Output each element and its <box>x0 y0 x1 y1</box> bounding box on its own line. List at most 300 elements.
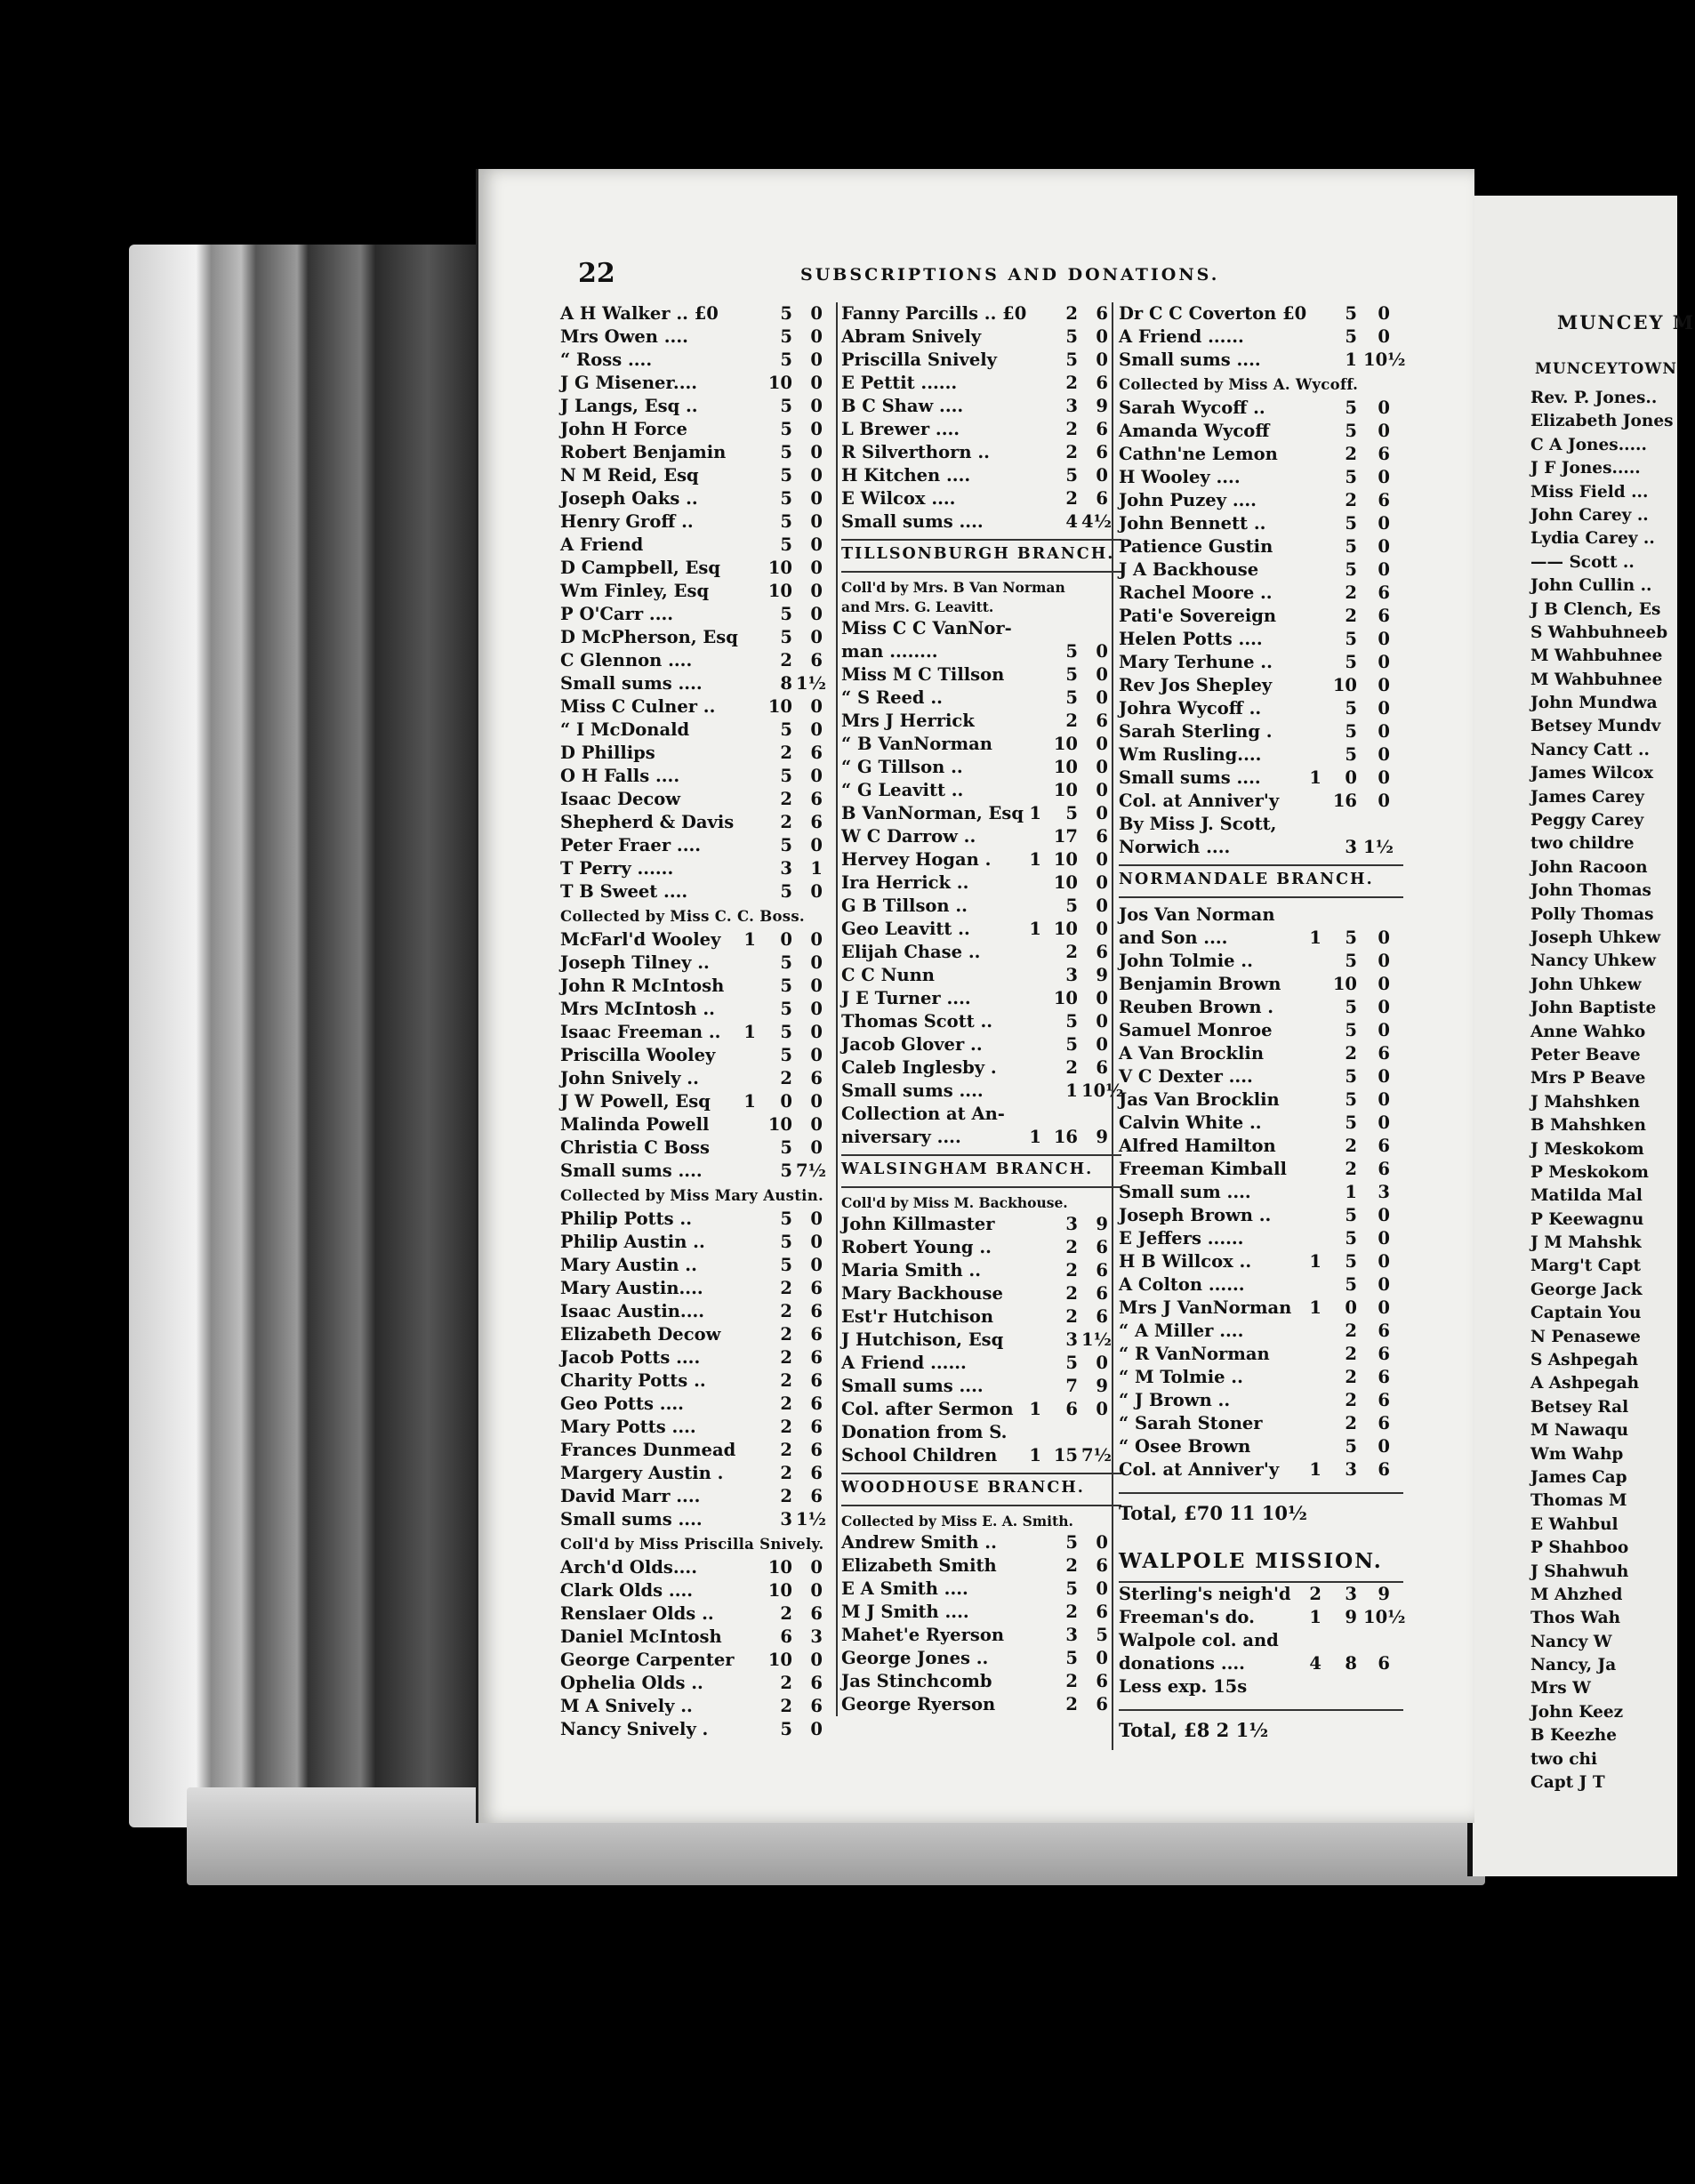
pence: 6 <box>1096 942 1108 962</box>
subscription-row <box>1119 1181 1403 1204</box>
shillings: 3 <box>1065 396 1078 416</box>
shillings: 5 <box>1345 303 1357 324</box>
pence: 0 <box>1378 698 1390 719</box>
subscriber-name: Robert Benjamin <box>560 442 727 462</box>
subscription-row <box>1119 1458 1403 1481</box>
shillings: 5 <box>1345 1251 1357 1272</box>
subscription-row <box>1119 489 1403 512</box>
subscriber-name: “ S Reed .. <box>841 687 943 708</box>
shillings: 5 <box>1065 1532 1078 1553</box>
subscription-row <box>841 325 1121 349</box>
subscriber-name: W C Darrow .. <box>841 826 976 847</box>
pounds: 1 <box>1029 1445 1041 1465</box>
shillings: 2 <box>780 1440 792 1460</box>
shillings: 5 <box>1065 1011 1078 1032</box>
subscriber-name: C Glennon .... <box>560 650 693 670</box>
pence: 3 <box>810 1626 823 1647</box>
shillings: 2 <box>1065 711 1078 731</box>
subscriber-name: “ Sarah Stoner <box>1119 1413 1263 1433</box>
pence: 0 <box>810 1580 823 1601</box>
pence: 1½ <box>1081 1329 1112 1350</box>
shillings: 0 <box>780 1091 792 1112</box>
subscription-row <box>560 880 836 903</box>
shillings: 8 <box>1345 1653 1357 1674</box>
subscriber-name: “ R VanNorman <box>1119 1344 1270 1364</box>
shillings: 5 <box>1345 652 1357 672</box>
shillings: 2 <box>1345 582 1357 603</box>
subscriber-name: C C Nunn <box>841 965 935 985</box>
pence: 0 <box>1378 974 1390 994</box>
shillings: 5 <box>1065 895 1078 916</box>
shillings: 5 <box>1345 1436 1357 1457</box>
subscription-row <box>841 1624 1121 1647</box>
subscriber-name: Mrs McIntosh .. <box>560 999 715 1019</box>
facing-page-line: Capt J T <box>1530 1773 1605 1793</box>
facing-page-line: P Meskokom <box>1530 1162 1649 1182</box>
facing-page-line: S Ashpegah <box>1530 1351 1639 1370</box>
subscription-row <box>1119 1065 1403 1088</box>
subscription-row <box>560 1160 836 1183</box>
pence: 0 <box>810 534 823 555</box>
pence: 0 <box>810 1232 823 1252</box>
subscriber-name: Caleb Inglesby . <box>841 1057 997 1078</box>
shillings: 5 <box>1345 1228 1357 1249</box>
pence: 0 <box>1378 513 1390 534</box>
total-line: Total, £8 2 1½ <box>1119 1709 1403 1750</box>
subscriber-name: Renslaer Olds .. <box>560 1603 714 1624</box>
subscription-row <box>560 1323 836 1346</box>
subscription-row <box>560 811 836 834</box>
subscriber-name: H Kitchen .... <box>841 465 971 486</box>
pence: 0 <box>810 1137 823 1158</box>
mission-heading: WALPOLE MISSION. <box>1119 1542 1403 1583</box>
shillings: 5 <box>1345 1205 1357 1225</box>
pence: 6 <box>810 1673 823 1693</box>
subscriber-name: J W Powell, Esq <box>560 1091 711 1112</box>
subscriber-name: Arch'd Olds.... <box>560 1557 698 1578</box>
subscriber-name: Small sums .... <box>841 1080 984 1101</box>
subscription-row <box>841 1375 1121 1398</box>
shillings: 4 <box>1065 511 1078 532</box>
shillings: 5 <box>780 999 792 1019</box>
pence: 7½ <box>796 1160 826 1181</box>
subscription-row <box>841 825 1121 848</box>
subscription-row <box>560 1462 836 1485</box>
subscription-row <box>560 1090 836 1113</box>
subscriber-name: Geo Potts .... <box>560 1393 684 1414</box>
subscriber-name: Pati'e Sovereign <box>1119 606 1277 626</box>
subscription-row <box>841 1398 1121 1421</box>
total-line: Total, £70 11 10½ <box>1119 1492 1403 1533</box>
shillings: 5 <box>1345 1274 1357 1295</box>
shillings: 5 <box>780 952 792 973</box>
subscriber-name: Small sums .... <box>841 1376 984 1396</box>
subscriber-name: A Friend <box>560 534 644 555</box>
subscriber-name: Norwich .... <box>1119 837 1231 857</box>
facing-page-line: Betsey Mundv <box>1530 717 1661 736</box>
facing-page-line: John Mundwa <box>1530 694 1658 713</box>
shillings: 2 <box>1065 488 1078 509</box>
facing-page-line: S Wahbuhneeb <box>1530 622 1668 642</box>
subscription-row <box>841 1329 1121 1352</box>
pence: 4½ <box>1081 511 1112 532</box>
subscription-row <box>841 487 1121 510</box>
shillings: 5 <box>1065 687 1078 708</box>
pence: 0 <box>810 929 823 950</box>
shillings: 2 <box>1065 442 1078 462</box>
facing-page-line: Peter Beave <box>1530 1045 1641 1064</box>
shillings: 10 <box>767 373 792 393</box>
subscriber-name: H Wooley .... <box>1119 467 1241 487</box>
facing-page-line: two childre <box>1530 834 1635 854</box>
subscriber-name: A Colton ...... <box>1119 1274 1245 1295</box>
shillings: 5 <box>1345 1066 1357 1087</box>
subscriber-name: Est'r Hutchison <box>841 1306 994 1327</box>
facing-page-subtitle: MUNCEYTOWN <box>1535 360 1677 378</box>
facing-page-line: Mrs W <box>1530 1679 1591 1698</box>
subscription-row <box>560 1485 836 1508</box>
shillings: 5 <box>1345 513 1357 534</box>
pence: 6 <box>1096 488 1108 509</box>
subscriber-name: “ Osee Brown <box>1119 1436 1251 1457</box>
facing-page-line: J F Jones..... <box>1530 459 1641 478</box>
pence: 0 <box>1378 1020 1390 1040</box>
facing-page-line: Thomas M <box>1530 1491 1627 1511</box>
pence: 6 <box>810 1301 823 1321</box>
pence: 0 <box>1378 559 1390 580</box>
shillings: 2 <box>780 1486 792 1506</box>
facing-page-line: M Ahzhed <box>1530 1585 1623 1604</box>
collector-subheading: Coll'd by Miss M. Backhouse. <box>841 1194 1068 1211</box>
subscription-row <box>560 441 836 464</box>
pence: 0 <box>810 1114 823 1135</box>
pence: 6 <box>1096 711 1108 731</box>
pence: 6 <box>1378 582 1390 603</box>
facing-page-line: James Carey <box>1530 787 1644 807</box>
subscription-row <box>560 1231 836 1254</box>
subscriber-name: Mary Potts .... <box>560 1417 696 1437</box>
pence: 0 <box>1378 536 1390 557</box>
subscriber-name: George Ryerson <box>841 1694 996 1714</box>
pence: 6 <box>1378 1159 1390 1179</box>
subscription-row <box>560 928 836 951</box>
subscriber-name: John Killmaster <box>841 1214 995 1234</box>
pence: 9 <box>1096 1127 1108 1147</box>
shillings: 6 <box>1065 1399 1078 1419</box>
pence: 6 <box>1378 1413 1390 1433</box>
subscriber-name: Col. at Anniver'y <box>1119 791 1280 811</box>
subscriber-name: Walpole col. and <box>1119 1630 1279 1650</box>
subscriber-name: Jas Stinchcomb <box>841 1671 992 1691</box>
collector-heading: Collected by Miss C. C. Boss. <box>560 908 805 925</box>
subscriber-name: “ J Brown .. <box>1119 1390 1231 1410</box>
shillings: 2 <box>1345 444 1357 464</box>
pence: 0 <box>1378 467 1390 487</box>
subscription-row <box>560 1136 836 1160</box>
subscription-row <box>560 834 836 857</box>
subscriber-name: John Tolmie .. <box>1119 951 1253 971</box>
shillings: 5 <box>1065 664 1078 685</box>
pounds: 1 <box>1029 849 1041 870</box>
facing-page-line: John Keez <box>1530 1702 1624 1722</box>
subscriber-name: T B Sweet .... <box>560 881 688 902</box>
pence: 6 <box>810 1370 823 1391</box>
subscriber-name: E A Smith .... <box>841 1578 968 1599</box>
subscriber-name: P O'Carr .... <box>560 604 674 624</box>
subscriber-name: Elizabeth Decow <box>560 1324 721 1345</box>
subscriber-name: Jos Van Norman <box>1119 904 1275 925</box>
facing-page-line: Rev. P. Jones.. <box>1530 389 1658 407</box>
pence: 0 <box>810 1208 823 1229</box>
subscriber-name: Patience Gustin <box>1119 536 1273 557</box>
pence: 6 <box>1378 444 1390 464</box>
subscription-row <box>1119 512 1403 535</box>
shillings: 5 <box>780 534 792 555</box>
subscription-row <box>1119 927 1403 950</box>
pence: 0 <box>810 999 823 1019</box>
subscriber-name: Clark Olds .... <box>560 1580 694 1601</box>
pence: 6 <box>1096 1306 1108 1327</box>
shillings: 5 <box>1345 1089 1357 1110</box>
subscription-row <box>841 733 1121 756</box>
subscriber-name: G B Tillson .. <box>841 895 968 916</box>
pence: 0 <box>1378 1066 1390 1087</box>
subscriber-name: “ A Miller .... <box>1119 1321 1244 1341</box>
shillings: 10 <box>767 558 792 578</box>
subscription-row <box>1119 443 1403 466</box>
subscription-row <box>841 1010 1121 1033</box>
subscription-row <box>1119 1629 1403 1652</box>
subscriber-name: Small sums .... <box>841 511 984 532</box>
facing-page-line: Thos Wah <box>1530 1609 1621 1628</box>
pence: 0 <box>810 1255 823 1275</box>
pence: 9 <box>1378 1584 1390 1604</box>
subscription-row <box>841 1080 1124 1103</box>
shillings: 3 <box>1065 1625 1078 1645</box>
pence: 3 <box>1378 1182 1390 1202</box>
pence: 6 <box>810 1068 823 1088</box>
shillings: 7 <box>1065 1376 1078 1396</box>
facing-page-line: J Shahwuh <box>1530 1562 1629 1581</box>
pence: 0 <box>1096 734 1108 754</box>
subscriber-name: Mary Terhune .. <box>1119 652 1273 672</box>
collector-subheading: Coll'd by Mrs. B Van Norman <box>841 579 1065 596</box>
page-header <box>569 258 1450 293</box>
pounds: 1 <box>1309 767 1321 788</box>
pounds: 1 <box>1309 1607 1321 1627</box>
branch-heading: WOODHOUSE BRANCH. <box>841 1473 1121 1506</box>
subscription-row <box>560 349 836 372</box>
shillings: 2 <box>1345 490 1357 510</box>
pence: 0 <box>810 349 823 370</box>
facing-page-line: Elizabeth Jones <box>1530 412 1674 431</box>
pence: 0 <box>1096 1578 1108 1599</box>
shillings: 2 <box>1345 1159 1357 1179</box>
subscription-row <box>841 372 1121 395</box>
subscriber-name: Priscilla Wooley <box>560 1045 716 1065</box>
facing-page-line: E Wahbul <box>1530 1514 1619 1534</box>
subscription-row <box>560 1021 836 1044</box>
facing-page-line: P Shahboo <box>1530 1538 1629 1558</box>
subscriber-name: Small sums .... <box>560 1160 703 1181</box>
subscription-row <box>1119 1366 1403 1389</box>
shillings: 10 <box>1053 988 1078 1008</box>
subscription-row <box>1119 397 1403 420</box>
subscriber-name: Helen Potts .... <box>1119 629 1263 649</box>
pence: 0 <box>810 465 823 486</box>
facing-page-line: Anne Wahko <box>1530 1022 1646 1041</box>
subscriber-name: J G Misener.... <box>560 373 698 393</box>
pence: 6 <box>1096 1283 1108 1304</box>
shillings: 5 <box>780 835 792 855</box>
subscriber-name: M J Smith .... <box>841 1602 969 1622</box>
subscriber-name: J A Backhouse <box>1119 559 1259 580</box>
subscription-row <box>1119 1250 1403 1273</box>
subscriber-name: George Jones .. <box>841 1648 989 1668</box>
subscriber-name: Elijah Chase .. <box>841 942 981 962</box>
shillings: 5 <box>1345 629 1357 649</box>
pence: 0 <box>1096 803 1108 823</box>
shillings: 2 <box>1065 942 1078 962</box>
shillings: 5 <box>1065 641 1078 662</box>
subscriber-name: Miss C Culner .. <box>560 696 716 717</box>
subscription-row <box>560 1718 836 1741</box>
facing-page-line: B Mahshken <box>1530 1116 1646 1136</box>
subscription-row <box>1119 302 1403 325</box>
subscriber-name: John R McIntosh <box>560 976 725 996</box>
subscription-row <box>1119 813 1403 836</box>
shillings: 16 <box>1332 791 1357 811</box>
shillings: 2 <box>1065 1283 1078 1304</box>
subscription-row <box>560 1695 836 1718</box>
subscription-row <box>1119 1675 1403 1698</box>
subscription-row <box>841 1601 1121 1624</box>
pence: 6 <box>810 1486 823 1506</box>
shillings: 3 <box>780 1509 792 1530</box>
shillings: 5 <box>780 442 792 462</box>
subscription-row <box>560 951 836 975</box>
shillings: 2 <box>780 812 792 832</box>
subscriber-name: Jas Van Brocklin <box>1119 1089 1280 1110</box>
pence: 0 <box>1096 1011 1108 1032</box>
subscription-row <box>841 987 1121 1010</box>
subscriber-name: Collection at An- <box>841 1104 1005 1124</box>
shillings: 2 <box>1065 1237 1078 1257</box>
shillings: 3 <box>1065 1214 1078 1234</box>
shillings: 5 <box>780 1719 792 1739</box>
subscriber-name: Shepherd & Davis <box>560 812 735 832</box>
subscription-row <box>1119 582 1403 605</box>
pence: 0 <box>1096 849 1108 870</box>
facing-page-line: Nancy Catt .. <box>1530 740 1650 759</box>
pence: 0 <box>1096 349 1108 370</box>
shillings: 15 <box>1053 1445 1078 1465</box>
pence: 0 <box>810 558 823 578</box>
facing-page-line: J Mahshken <box>1530 1092 1641 1112</box>
subscription-row <box>841 441 1121 464</box>
facing-page-line: J B Clench, Es <box>1530 599 1661 619</box>
subscriber-name: Sarah Wycoff .. <box>1119 397 1265 418</box>
subscription-row <box>560 1393 836 1416</box>
pounds: 1 <box>1309 1297 1321 1318</box>
pence: 0 <box>1378 997 1390 1017</box>
pounds: 1 <box>1029 1127 1041 1147</box>
shillings: 10 <box>767 581 792 601</box>
pence: 0 <box>1096 1399 1108 1419</box>
shillings: 5 <box>780 349 792 370</box>
shillings: 2 <box>780 1370 792 1391</box>
shillings: 2 <box>1345 1043 1357 1064</box>
shillings: 5 <box>1345 721 1357 742</box>
pence: 0 <box>810 511 823 532</box>
shillings: 2 <box>1345 1367 1357 1387</box>
subscriber-name: Fanny Parcills .. £0 <box>841 303 1027 324</box>
pence: 0 <box>810 835 823 855</box>
pence: 0 <box>810 1557 823 1578</box>
subscriber-name: Mary Austin.... <box>560 1278 703 1298</box>
shillings: 5 <box>1065 465 1078 486</box>
shillings: 5 <box>780 419 792 439</box>
shillings: 5 <box>780 1208 792 1229</box>
running-head: SUBSCRIPTIONS AND DONATIONS. <box>800 265 1220 285</box>
subscriber-name: Cathn'ne Lemon <box>1119 444 1278 464</box>
facing-page-line: Nancy, Ja <box>1530 1656 1617 1675</box>
subscriber-name: Malinda Powell <box>560 1114 710 1135</box>
facing-page-line: John Cullin .. <box>1530 576 1652 596</box>
subscription-row <box>560 626 836 649</box>
subscription-row <box>560 857 836 880</box>
shillings: 2 <box>1345 1136 1357 1156</box>
shillings: 2 <box>1345 1390 1357 1410</box>
subscriber-name: Mahet'e Ryerson <box>841 1625 1005 1645</box>
pounds: 1 <box>1029 1399 1041 1419</box>
pence: 0 <box>1378 1112 1390 1133</box>
pence: 0 <box>1096 664 1108 685</box>
subscription-row <box>1119 1412 1403 1435</box>
subscriber-name: O H Falls .... <box>560 766 680 786</box>
subscription-row <box>841 1693 1121 1716</box>
shillings: 2 <box>1345 1344 1357 1364</box>
subscription-row <box>560 1439 836 1462</box>
subscriber-name: Donation from S. <box>841 1422 1008 1442</box>
pence: 7½ <box>1081 1445 1112 1465</box>
shillings: 5 <box>1065 326 1078 347</box>
subscriber-name: Wm Rusling.... <box>1119 744 1262 765</box>
subscription-row <box>560 395 836 418</box>
shillings: 5 <box>1345 536 1357 557</box>
subscriber-name: Jacob Glover .. <box>841 1034 983 1055</box>
pounds: 1 <box>1309 927 1321 948</box>
pence: 6 <box>1378 606 1390 626</box>
subscription-row <box>841 1282 1121 1305</box>
subscriber-name: E Wilcox .... <box>841 488 956 509</box>
shillings: 5 <box>1345 559 1357 580</box>
subscriber-name: D Campbell, Esq <box>560 558 721 578</box>
subscription-row <box>1119 743 1403 767</box>
shillings: 3 <box>1065 965 1078 985</box>
shillings: 5 <box>780 719 792 740</box>
subscriber-name: Freeman's do. <box>1119 1607 1255 1627</box>
shillings: 3 <box>1345 1459 1357 1480</box>
subscription-row <box>560 1277 836 1300</box>
pence: 6 <box>1096 303 1108 324</box>
pence: 6 <box>810 812 823 832</box>
branch-heading: WALSINGHAM BRANCH. <box>841 1154 1121 1188</box>
pence: 0 <box>810 581 823 601</box>
subscription-row <box>1119 697 1403 720</box>
shillings: 5 <box>780 627 792 647</box>
pence: 6 <box>810 789 823 809</box>
